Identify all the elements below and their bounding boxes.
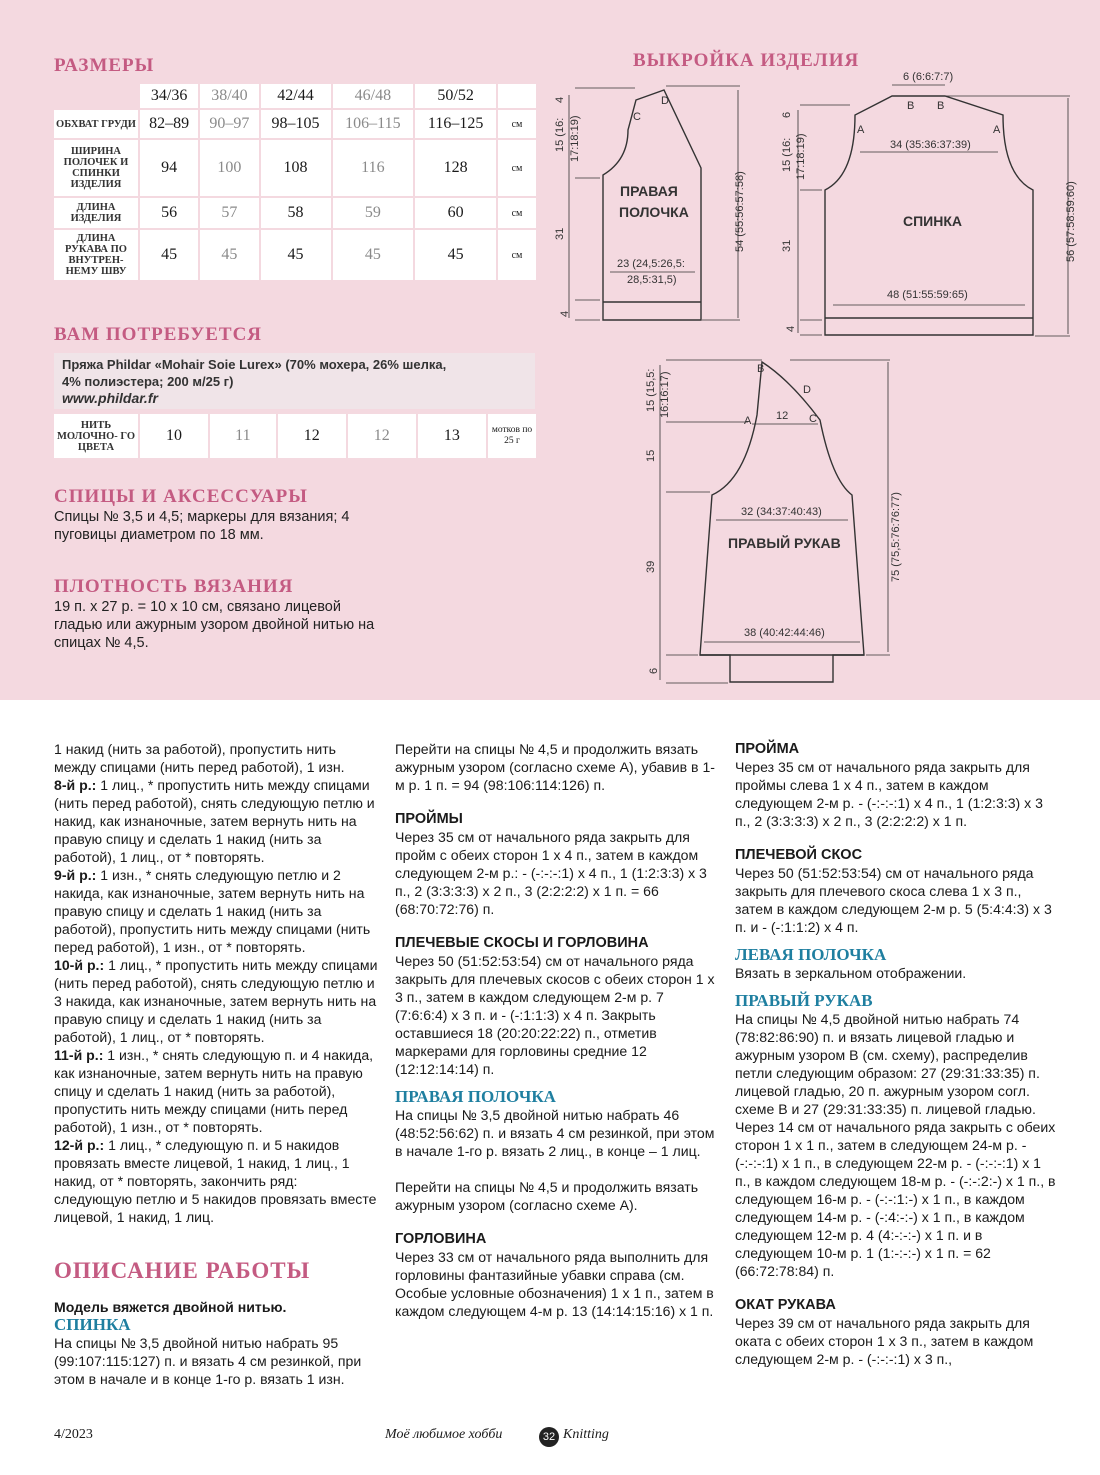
text: 1 изн., * снять следующую п. и 4 накида, как изнаночные, затем вернуть нить на правую спицу и сделать 1 накид (нить за работой), пропустить нить между спицами (нить перед работой), 1 изн., от * повторять. (54, 1047, 374, 1135)
paragraph (54, 1046, 379, 1136)
dimension-label: 31 (554, 227, 566, 240)
text-column-3 (735, 740, 1060, 1368)
dimension-label: 75 (75,5:76:76:77) (890, 492, 902, 582)
row-number: 8-й р.: (54, 777, 97, 793)
point-label: D (661, 95, 669, 107)
dimension-label: 56 (57:58:59:60) (1065, 181, 1077, 262)
unit: см (498, 140, 536, 196)
needles-heading: СПИЦЫ И АКСЕССУАРЫ (54, 486, 308, 507)
text: 1 лиц., * следующую п. и 5 накидов провязать вместе лицевой, 1 накид, 1 лиц., 1 накид, от * повторять, закончить ряд: следующую петлю и 5 накидов провязать вместе лицевой, 1 накид, 1 лиц. (54, 1137, 377, 1225)
row-label: ОБХВАТ ГРУДИ (54, 110, 138, 138)
point-label: A (857, 124, 865, 136)
cell: 60 (415, 198, 496, 228)
cell: 108 (261, 140, 331, 196)
unit: см (498, 230, 536, 280)
cell: 94 (140, 140, 198, 196)
cell: 12 (278, 414, 346, 458)
point-label: D (803, 384, 811, 396)
cell: 128 (415, 140, 496, 196)
cell: 45 (415, 230, 496, 280)
sleeve-title: ПРАВЫЙ РУКАВ (728, 535, 841, 551)
paragraph: Через 50 (51:52:53:54) см от начального ряда закрыть для плечевых скосов с обеих сторон 1 x 3 п., затем в каждом следующем 2-м р. 7 (7:6:6:4) x 3 п. и - (-:1:1:3) x 4 п. Закрыть оставшиеся 18 (20:20:22:22) п., отметив маркерами для горловины средние 12 (12:12:14:14) п. (395, 953, 715, 1077)
cell: 10 (140, 414, 208, 458)
cell: 100 (200, 140, 258, 196)
paragraph: Через 14 см от начального ряда закрыть с обеих сторон 1 x 1 п., затем в следующем 24-м р. - (-:-:-:1) x 1 п., в следующем 22-м р. - (-:-:-:1) x 1 п., в каждом следующем 18-м р. - (-:-:2:-) x 1 п., в следующем 16-м р. - (-:-:1:-) x 1 п., в каждом следующем 14-м р. - (-:4:-:-) x 1 п., в каждом следующем 12-м р. 4 (4:-:-:-) x 1 п. и в следующем 10-м р. 1 (1:-:-:-) x 1 п. = 62 (66:72:78:84) п. (735, 1119, 1056, 1279)
point-label: B (937, 100, 945, 112)
text-column-1 (54, 740, 379, 1226)
cell: 12 (348, 414, 416, 458)
dimension-label: 4 (785, 325, 797, 332)
cell: 116–125 (415, 110, 496, 138)
needles-text: Спицы № 3,5 и 4,5; маркеры для вязания; 4 пуговицы диаметром по 18 мм. (54, 509, 350, 543)
paragraph: Через 50 (51:52:53:54) см от начального ряда закрыть для плечевого скоса слева 1 x 3 п., затем в каждом следующем 2-м р. 5 (5:4:4:3) x 3 п. и - (-:1:1:2) x 4 п. (735, 865, 1052, 935)
front-title: ПРАВАЯ (620, 183, 678, 199)
pattern-heading: ВЫКРОЙКА ИЗДЕЛИЯ (633, 50, 860, 71)
point-label: B (757, 363, 765, 375)
work-heading: ОПИСАНИЕ РАБОТЫ (54, 1258, 311, 1283)
dimension-label: 15 (16: (554, 117, 566, 152)
cell: 45 (333, 230, 414, 280)
dimension-label: 38 (40:42:44:46) (744, 627, 825, 639)
yarn-line: 4% полиэстера; 200 м/25 г) (62, 374, 234, 389)
sizes-heading: РАЗМЕРЫ (54, 55, 155, 76)
paragraph: На спицы № 3,5 двойной нитью набрать 95 (99:107:115:127) п. и вязать 4 см резинкой, при этом в начале и в конце 1-го р. вязать 1 изн. (54, 1335, 362, 1387)
subheading: ПЛЕЧЕВОЙ СКОС (735, 847, 863, 863)
front-title: ПОЛОЧКА (619, 204, 689, 220)
text: 1 лиц., * пропустить нить между спицами (нить перед работой), снять следующую петлю и накид, как изнаночные, затем вернуть нить на правую спицу и сделать 1 накид (нить за работой), 1 лиц., от * повторять. (54, 777, 375, 865)
section-heading: ЛЕВАЯ ПОЛОЧКА (735, 945, 887, 964)
cell: 45 (140, 230, 198, 280)
size-header: 42/44 (261, 84, 331, 108)
paragraph: Через 33 см от начального ряда выполнить для горловины фантазийные убавки справа (см. Особые условные обозначения) 1 x 1 п., затем в каждом следующем 4-м р. 13 (14:14:15:16) x 1 п. (395, 1249, 714, 1319)
row-number: 12-й р.: (54, 1137, 105, 1153)
row-label: ШИРИНА ПОЛОЧЕК И СПИНКИ ИЗДЕЛИЯ (54, 140, 138, 196)
dimension-label: 6 (781, 111, 793, 118)
paragraph: Через 35 см от начального ряда закрыть для пройм с обеих сторон 1 x 4 п., затем в каждом следующем 2-м р.: - (-:-:-:1) x 4 п., 1 (1:2:3:3) x 3 п., 2 (3:3:3:3) x 2 п., 3 (2:2:2:2) x 1 п. = 66 (68:70:72:76) п. (395, 829, 707, 917)
cell: 57 (200, 198, 258, 228)
size-header: 50/52 (415, 84, 496, 108)
text: 1 накид (нить за работой), пропустить нить между спицами (нить перед работой), 1 изн. (54, 741, 345, 775)
paragraph (54, 740, 379, 776)
cell: 59 (333, 198, 414, 228)
row-number: 10-й р.: (54, 957, 105, 973)
row-label: НИТЬ МОЛОЧНО- ГО ЦВЕТА (54, 414, 138, 458)
size-header: 38/40 (200, 84, 258, 108)
text-column-2 (395, 740, 720, 1320)
pattern-diagram (0, 0, 1100, 700)
dimension-label: 16:16:17) (659, 371, 671, 418)
text: 1 лиц., * пропустить нить между спицами (нить перед работой), снять следующую петлю и 3 накида, как изнаночные, затем вернуть нить на правую спицу и сделать 1 накид (нить за работой), 1 лиц., от * повторять. (54, 957, 378, 1045)
dimension-label: 28,5:31,5) (627, 274, 677, 286)
paragraph (54, 956, 379, 1046)
dimension-label: 32 (34:37:40:43) (741, 506, 822, 518)
cell: 82–89 (140, 110, 198, 138)
paragraph (54, 866, 379, 956)
gauge-text: 19 п. x 27 р. = 10 x 10 см, связано лицевой гладью или ажурным узором двойной нитью на спицах № 4,5. (54, 599, 375, 651)
magazine-name: Моё любимое хобби (385, 1427, 503, 1442)
section-name: Knitting (563, 1427, 609, 1442)
cell: 11 (210, 414, 276, 458)
paragraph: Через 39 см от начального ряда закрыть для оката с обеих сторон 1 x 3 п., затем в каждом следующем 2-м р. - (-:-:-:1) x 3 п., (735, 1315, 1034, 1367)
point-label: C (633, 111, 641, 123)
unit: см (498, 110, 536, 138)
dimension-label: 4 (554, 96, 566, 103)
cell: 116 (333, 140, 414, 196)
paragraph: Перейти на спицы № 4,5 и продолжить вязать ажурным узором (согласно схеме А). (395, 1179, 699, 1213)
dimension-label: 12 (776, 410, 789, 422)
dimension-label: 6 (6:6:7:7) (903, 71, 954, 83)
dimension-label: 15 (645, 449, 657, 462)
paragraph: На спицы № 3,5 двойной нитью набрать 46 (48:52:56:62) п. и вязать 4 см резинкой, при этом в начале 1-го р. вязать 2 лиц., в конце – 1 лиц. (395, 1107, 715, 1159)
point-label: A (993, 124, 1001, 136)
cell: 98–105 (261, 110, 331, 138)
dimension-label: 39 (645, 560, 657, 573)
paragraph: Вязать в зеркальном отображении. (735, 965, 967, 981)
subheading: ОКАТ РУКАВА (735, 1297, 836, 1313)
size-header: 46/48 (333, 84, 414, 108)
point-label: B (907, 100, 915, 112)
paragraph: Модель вяжется двойной нитью. (54, 1299, 287, 1315)
paragraph: На спицы № 4,5 двойной нитью набрать 74 (78:82:86:90) п. и вязать лицевой гладью и ажурным узором В (см. схему), распределив петли следующим образом: 27 (29:31:33:35) п. лицевой гладью, 20 п. ажурным узором согл. схеме В и 27 (29:31:33:35) п. лицевой гладью. (735, 1011, 1040, 1117)
back-title: СПИНКА (903, 213, 963, 229)
row-number: 11-й р.: (54, 1047, 104, 1063)
dimension-label: 31 (781, 239, 793, 252)
row-label: ДЛИНА РУКАВА ПО ВНУТРЕН- НЕМУ ШВУ (54, 230, 138, 280)
gauge-heading: ПЛОТНОСТЬ ВЯЗАНИЯ (54, 576, 294, 597)
subheading: ПРОЙМА (735, 741, 800, 757)
size-header: 34/36 (140, 84, 198, 108)
point-label: C (809, 413, 817, 425)
section-heading: ПРАВЫЙ РУКАВ (735, 991, 873, 1010)
cell: 56 (140, 198, 198, 228)
dimension-label: 4 (559, 310, 571, 317)
paragraph (54, 1136, 379, 1226)
page-number: 32 (539, 1427, 559, 1447)
text-column-1b (54, 1298, 379, 1388)
materials-heading: ВАМ ПОТРЕБУЕТСЯ (54, 324, 263, 345)
row-number: 9-й р.: (54, 867, 97, 883)
dimension-label: 15 (16: (781, 137, 793, 172)
point-label: A (744, 415, 752, 427)
dimension-label: 54 (55:56:57:58) (734, 171, 746, 252)
cell: 90–97 (200, 110, 258, 138)
text: 1 изн., * снять следующую петлю и 2 накида, как изнаночные, затем вернуть нить на правую спицу и сделать 1 накид (нить за работой), пропустить нить между спицами (нить перед работой), 1 изн., от * повторять. (54, 867, 371, 955)
dimension-label: 17:18:19) (795, 133, 807, 180)
cell: 45 (261, 230, 331, 280)
unit: см (498, 198, 536, 228)
cell: 45 (200, 230, 258, 280)
cell: 106–115 (333, 110, 414, 138)
subheading: ПЛЕЧЕВЫЕ СКОСЫ И ГОРЛОВИНА (395, 935, 649, 951)
cell: 58 (261, 198, 331, 228)
issue-number: 4/2023 (54, 1427, 93, 1442)
section-heading: СПИНКА (54, 1315, 131, 1334)
section-heading: ПРАВАЯ ПОЛОЧКА (395, 1087, 556, 1106)
row-label: ДЛИНА ИЗДЕЛИЯ (54, 198, 138, 228)
yarn-line: Пряжа Phildar «Mohair Soie Lurex» (70% мохера, 26% шелка, (62, 357, 447, 372)
paragraph: Перейти на спицы № 4,5 и продолжить вязать ажурным узором (согласно схеме А), убавив в 1-м р. 1 п. = 94 (98:106:114:126) п. (395, 741, 715, 793)
dimension-label: 34 (35:36:37:39) (890, 139, 971, 151)
cell: 13 (418, 414, 486, 458)
unit: мотков по 25 г (488, 414, 536, 458)
dimension-label: 17:18:19) (569, 115, 581, 162)
subheading: ПРОЙМЫ (395, 811, 463, 827)
yarn-url: www.phildar.fr (62, 390, 158, 406)
paragraph: Через 35 см от начального ряда закрыть для проймы слева 1 x 4 п., затем в каждом следующем 2-м р. - (-:-:-:1) x 4 п., 1 (1:2:3:3) x 3 п., 2 (3:3:3:3) x 2 п., 3 (2:2:2:2) x 1 п. (735, 759, 1043, 829)
paragraph (54, 776, 379, 866)
dimension-label: 15 (15,5: (645, 368, 657, 412)
dimension-label: 48 (51:55:59:65) (887, 289, 968, 301)
subheading: ГОРЛОВИНА (395, 1231, 487, 1247)
dimension-label: 23 (24,5:26,5: (617, 258, 685, 270)
dimension-label: 6 (648, 667, 660, 674)
